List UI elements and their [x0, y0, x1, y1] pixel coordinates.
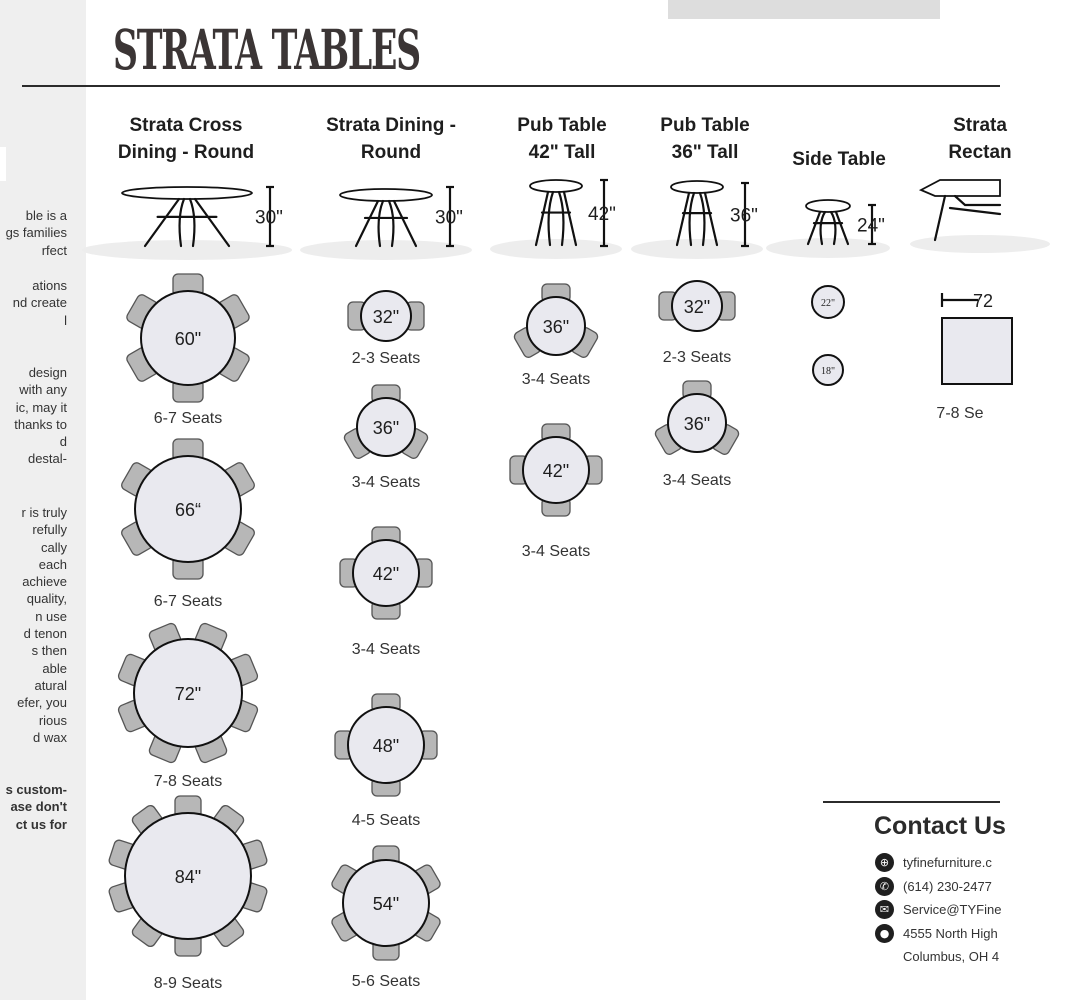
contact-text[interactable]: tyfinefurniture.c — [903, 854, 992, 870]
table-size-label: 36" — [372, 418, 400, 438]
height-dimension — [857, 205, 885, 244]
table-top-elevation — [530, 180, 582, 192]
table-leg — [705, 193, 717, 245]
table-size-label: 22" — [820, 298, 836, 309]
table-plan — [340, 527, 432, 658]
table-top-elevation — [340, 189, 432, 201]
location-icon: ● — [875, 924, 894, 943]
table-plan — [812, 286, 844, 318]
column-heading: Strata Dining - Round — [326, 115, 456, 163]
height-dimension — [255, 187, 283, 246]
table-plan — [513, 284, 600, 388]
height-label: 42" — [588, 204, 616, 225]
table-leg — [950, 208, 1000, 214]
seat-count-label: 2-3 Seats — [351, 350, 421, 367]
spacer — [875, 947, 894, 966]
contact-row — [875, 876, 992, 896]
seat-count-label: 3-4 Seats — [351, 641, 421, 658]
contact-text: 4555 North High — [903, 925, 998, 941]
table-plan — [510, 424, 602, 560]
sidebar-paragraph: design with any ic, may it thanks to d destal- — [14, 365, 67, 467]
height-label: 36" — [730, 205, 758, 227]
seat-count-label: 6-7 Seats — [153, 410, 223, 427]
table-leg — [356, 201, 378, 246]
table-size-label: 32" — [372, 307, 400, 327]
table-leg — [195, 199, 229, 246]
column-heading: Pub Table 36" Tall — [660, 115, 750, 163]
table-plan — [120, 439, 256, 610]
height-label: 30" — [435, 207, 463, 229]
globe-icon: ⊕ — [875, 853, 894, 872]
table-top-elevation — [671, 181, 723, 193]
page-title: STRATA TABLES — [113, 17, 420, 82]
height-dimension — [730, 183, 758, 246]
table-size-label: 60" — [174, 329, 202, 349]
table-plan — [654, 381, 741, 489]
seat-count-label: 3-4 Seats — [351, 474, 421, 491]
sidebar-paragraph: ations nd create l — [12, 278, 67, 328]
table-size-label: 72" — [174, 684, 202, 704]
contact-row — [875, 946, 999, 966]
table-size-label: 72 — [972, 291, 994, 311]
table-leg — [559, 192, 563, 245]
height-dimension — [588, 180, 616, 246]
contact-text[interactable]: (614) 230-2477 — [903, 878, 992, 894]
seat-count-label: 6-7 Seats — [153, 593, 223, 610]
floor-shadow — [82, 240, 292, 260]
height-label: 24" — [857, 215, 885, 237]
table-plan — [108, 796, 268, 992]
contact-row — [875, 899, 1001, 919]
seat-count-label: 3-4 Seats — [662, 472, 732, 489]
floor-shadow — [910, 235, 1050, 253]
table-leg — [700, 193, 704, 245]
table-size-label: 42" — [372, 564, 400, 584]
column-heading: Strata Rectan — [948, 115, 1012, 163]
table-leg — [394, 201, 416, 246]
table-plan — [813, 355, 843, 385]
table-size-label: 36" — [683, 414, 711, 434]
table-plan — [330, 846, 442, 990]
table-top-elevation — [806, 200, 850, 212]
sidebar-paragraph: ble is a gs families rfect — [5, 208, 67, 258]
table-plan — [659, 281, 735, 366]
seat-count-label: 7-8 Se — [936, 405, 984, 422]
table-size-label: 32" — [683, 297, 711, 317]
email-icon: ✉ — [875, 900, 894, 919]
table-leg — [145, 199, 179, 246]
table-leg — [549, 192, 553, 245]
seat-count-label: 3-4 Seats — [521, 543, 591, 560]
table-plan — [936, 291, 1012, 422]
table-leg — [389, 201, 393, 246]
sidebar-paragraph: r is truly refully cally each achieve quality, n use d tenon s then able atural efer, you rious d wax — [17, 505, 67, 745]
table-top — [942, 318, 1012, 384]
table-leg — [564, 192, 576, 245]
table-size-label: 36" — [542, 317, 570, 337]
contact-row — [875, 923, 998, 943]
table-size-label: 54" — [372, 894, 400, 914]
sidebar-paragraph: s custom- ase don't ct us for — [5, 782, 67, 832]
table-plan — [348, 291, 424, 367]
table-plan — [125, 274, 251, 427]
contact-divider — [823, 801, 1000, 803]
floor-shadow — [300, 240, 472, 260]
table-leg — [677, 193, 689, 245]
table-size-label: 84" — [174, 867, 202, 887]
contact-text: Columbus, OH 4 — [903, 948, 1000, 964]
table-leg — [190, 199, 194, 246]
floor-shadow — [490, 239, 622, 259]
contact-title: Contact Us — [874, 812, 1006, 840]
table-size-label: 18" — [820, 366, 836, 377]
table-leg — [690, 193, 694, 245]
table-size-label: 48" — [372, 736, 400, 756]
seat-count-label: 4-5 Seats — [351, 812, 421, 829]
table-leg — [536, 192, 548, 245]
table-plan — [335, 694, 437, 829]
contact-text[interactable]: Service@TYFine — [903, 901, 1002, 917]
contact-row — [875, 852, 992, 872]
table-leg — [180, 199, 184, 246]
table-plan — [117, 622, 259, 790]
table-top-elevation — [921, 180, 1000, 196]
seat-count-label: 2-3 Seats — [662, 349, 732, 366]
height-dimension — [435, 187, 463, 246]
table-top-elevation — [122, 187, 252, 199]
table-size-label: 42" — [542, 461, 570, 481]
table-leg — [379, 201, 383, 246]
column-heading: Pub Table 42" Tall — [517, 115, 607, 163]
phone-icon: ✆ — [875, 877, 894, 896]
column-heading: Strata Cross Dining - Round — [117, 115, 255, 163]
table-size-label: 66“ — [174, 500, 202, 520]
seat-count-label: 7-8 Seats — [153, 773, 223, 790]
floor-shadow — [631, 239, 763, 259]
seat-count-label: 3-4 Seats — [521, 371, 591, 388]
seat-count-label: 8-9 Seats — [153, 975, 223, 992]
seat-count-label: 5-6 Seats — [351, 973, 421, 990]
table-elevation — [910, 180, 1050, 253]
table-plan — [343, 385, 430, 491]
table-leg — [955, 196, 1000, 205]
table-leg — [935, 196, 945, 240]
height-label: 30" — [255, 207, 283, 229]
column-heading: Side Table — [792, 149, 886, 170]
